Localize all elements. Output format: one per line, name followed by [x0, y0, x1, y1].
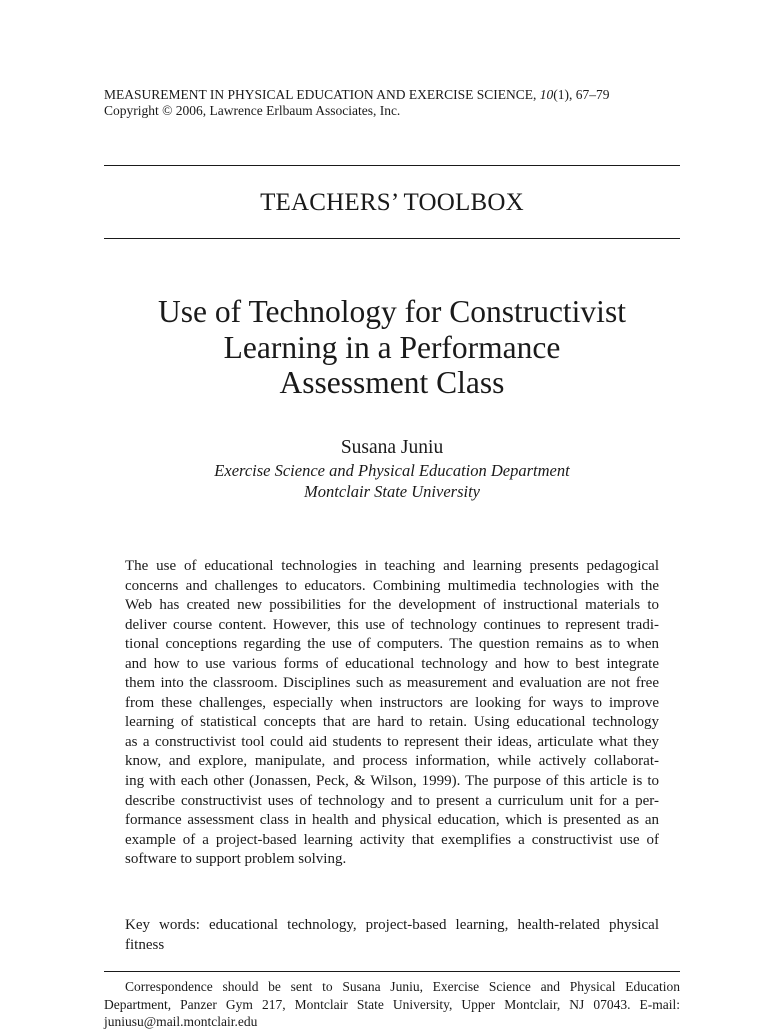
bottom-rule	[104, 238, 680, 239]
abstract-line: tional conceptions regarding the use of computers. The question remains as to when	[125, 636, 659, 653]
abstract-line: formance assessment class in health and physical education, which is presented as an	[125, 812, 659, 829]
affiliation-university: Montclair State University	[304, 482, 480, 501]
keywords-line: Key words: educational technology, project-based learning, health-related physical	[125, 917, 659, 933]
abstract-line: deliver course content. However, this use of technology continues to represent tradi-	[125, 616, 659, 633]
abstract-line: concerns and challenges to educators. Combining multimedia technologies with the	[125, 577, 659, 594]
author-affiliation	[104, 460, 680, 502]
abstract-line: describe constructivist uses of technology and to present a curriculum unit for a per-	[125, 792, 659, 809]
footnote-email: juniusu@mail.montclair.edu	[104, 1014, 258, 1029]
abstract-line: them into the classroom. Disciplines such as measurement and evaluation are not free	[125, 675, 659, 692]
correspondence-footnote	[104, 978, 680, 1031]
abstract-line: as a constructivist tool could aid students to represent their ideas, articulate what they	[125, 733, 659, 750]
abstract-line: learning of statistical concepts that are hard to retain. Using educational technology	[125, 714, 659, 731]
journal-citation	[104, 87, 610, 103]
abstract-line: The use of educational technologies in teaching and learning presents pedagogical	[125, 558, 659, 574]
copyright-line: Copyright © 2006, Lawrence Erlbaum Associates, Inc.	[104, 103, 401, 118]
abstract-line: from these challenges, especially when instructors are looking for ways to improve	[125, 694, 659, 711]
footnote-line: Department, Panzer Gym 217, Montclair State University, Upper Montclair, NJ 07043. E-mail:	[104, 996, 680, 1012]
running-head	[104, 87, 610, 119]
author-name: Susana Juniu	[340, 437, 444, 458]
affiliation-department: Exercise Science and Physical Education Department	[214, 461, 570, 480]
abstract-line: Web has created new possibilities for the development of instructional materials to	[125, 597, 659, 614]
keywords-line: fitness	[125, 937, 165, 953]
journal-volume: 10	[539, 87, 554, 102]
article-title	[104, 294, 680, 401]
abstract-line: know, and explore, manipulate, and process information, while actively collaborat-	[125, 753, 659, 770]
keywords	[125, 915, 659, 955]
abstract-line: ing with each other (Jonassen, Peck, & Wilson, 1999). The purpose of this article is to	[125, 773, 659, 790]
title-line: Assessment Class	[279, 365, 505, 400]
title-line: Learning in a Performance	[223, 329, 561, 365]
abstract-line: software to support problem solving.	[125, 851, 347, 868]
title-line: Use of Technology for Constructivist	[158, 294, 626, 329]
abstract	[125, 557, 659, 870]
journal-name: MEASUREMENT IN PHYSICAL EDUCATION AND EXERCISE SCIENCE,	[104, 87, 540, 102]
footnote-rule	[104, 971, 680, 972]
section-label: TEACHERS’ TOOLBOX	[260, 189, 524, 216]
top-rule	[104, 165, 680, 166]
abstract-line: example of a project-based learning activity that exemplifies a constructivist use of	[125, 831, 659, 848]
footnote-line: Correspondence should be sent to Susana Juniu, Exercise Science and Physical Education	[125, 979, 680, 994]
journal-issue-pages: (1), 67–79	[553, 87, 610, 102]
abstract-line: and how to use various forms of educational technology and how to best integrate	[125, 655, 659, 672]
